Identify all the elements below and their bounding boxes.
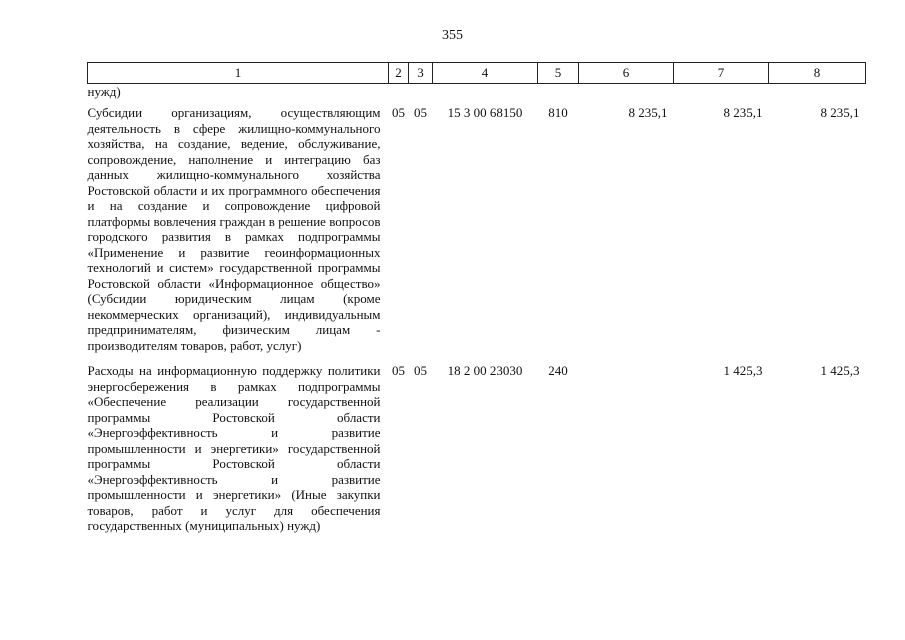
row-subsection-code: 05 (414, 363, 427, 378)
row-target-article: 15 3 00 68150 (447, 105, 523, 120)
row-amount-col6: 8 235,1 (628, 105, 668, 120)
row-amount-col7: 1 425,3 (723, 363, 763, 378)
column-header-7: 7 (674, 63, 769, 84)
page-number: 355 (442, 28, 463, 43)
row-expense-type: 240 (548, 363, 568, 378)
table-row (88, 361, 866, 534)
continuation-text: нужд) (87, 84, 121, 99)
row-section-code: 05 (392, 363, 405, 378)
row-section-code: 05 (392, 105, 405, 120)
row-target-article: 18 2 00 23030 (447, 363, 523, 378)
row-amount-col8: 8 235,1 (820, 105, 860, 120)
budget-table (87, 62, 866, 534)
table-row (88, 102, 866, 361)
row-description: Расходы на информационную поддержку политики энергосбережения в рамках подпрограммы «Обеспечение реализации государственной программы Ростовской области «Энергоэффективность и развитие промышленности и энергетики» государственной программы Ростовской области «Энергоэффективность и развитие промышленности и энергетики» (Иные закупки товаров, работ и услуг для обеспечения государственных (муниципальных) нужд) (87, 363, 381, 533)
row-amount-col8: 1 425,3 (820, 363, 860, 378)
column-header-8: 8 (769, 63, 866, 84)
row-amount-col7: 8 235,1 (723, 105, 763, 120)
row-description: Субсидии организациям, осуществляющим деятельность в сфере жилищно-коммунального хозяйства, на создание, ведение, обслуживание, сопровождение, наполнение и интеграцию баз данных жилищно-коммунального хозяйства Ростовской области и их программного обеспечения и на создание и сопровождение цифровой платформы вовлечения граждан в решение вопросов городского развития в рамках подпрограммы «Применение и развитие геоинформационных технологий и систем» государственной программы Ростовской области «Информационное общество» (Субсидии юридическим лицам (кроме некоммерческих организаций), индивидуальным предпринимателям, физическим лицам - производителям товаров, работ, услуг) (87, 105, 381, 353)
column-header-5: 5 (538, 63, 579, 84)
column-header-4: 4 (433, 63, 538, 84)
continuation-row (88, 84, 866, 103)
row-expense-type: 810 (548, 105, 568, 120)
column-header-2: 2 (389, 63, 409, 84)
column-number-row (88, 63, 866, 84)
column-header-1: 1 (88, 63, 389, 84)
column-header-3: 3 (409, 63, 433, 84)
row-amount-col6 (579, 361, 674, 534)
row-subsection-code: 05 (414, 105, 427, 120)
column-header-6: 6 (579, 63, 674, 84)
